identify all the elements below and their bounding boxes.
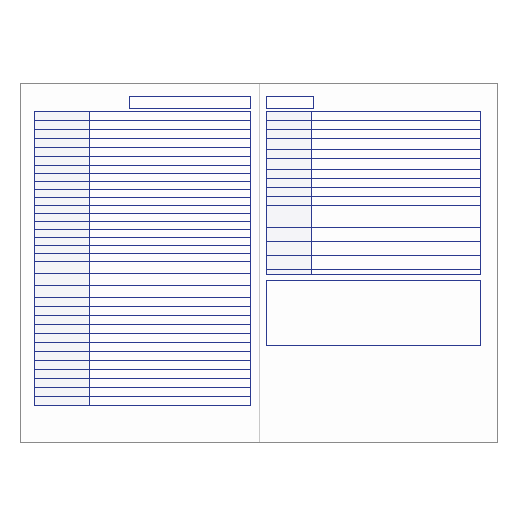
row-answer[interactable] — [90, 139, 251, 148]
row-label — [35, 222, 90, 230]
form-row — [35, 190, 251, 198]
row-answer[interactable] — [90, 274, 251, 286]
form-row — [267, 179, 481, 188]
row-label — [35, 246, 90, 254]
row-label — [35, 274, 90, 286]
row-answer[interactable] — [90, 206, 251, 214]
row-answer[interactable] — [90, 334, 251, 343]
form-row — [267, 170, 481, 179]
row-label — [35, 379, 90, 388]
row-answer[interactable] — [90, 397, 251, 406]
row-answer[interactable] — [312, 197, 481, 206]
form-row — [267, 197, 481, 206]
row-label — [267, 139, 312, 150]
row-label — [35, 121, 90, 130]
form-row — [35, 286, 251, 298]
row-answer[interactable] — [312, 228, 481, 242]
row-label — [35, 166, 90, 174]
row-label — [35, 262, 90, 274]
row-label — [35, 206, 90, 214]
row-label — [35, 307, 90, 316]
row-answer[interactable] — [90, 148, 251, 157]
form-row — [267, 188, 481, 197]
row-label — [267, 242, 312, 256]
row-label — [35, 352, 90, 361]
form-row — [267, 206, 481, 228]
form-row — [35, 334, 251, 343]
row-answer[interactable] — [90, 230, 251, 238]
form-row — [35, 206, 251, 214]
row-answer[interactable] — [90, 190, 251, 198]
form-row — [35, 230, 251, 238]
row-answer[interactable] — [90, 112, 251, 121]
form-row — [35, 148, 251, 157]
row-answer[interactable] — [312, 242, 481, 256]
row-answer[interactable] — [90, 222, 251, 230]
form-row — [35, 130, 251, 139]
row-answer[interactable] — [90, 316, 251, 325]
row-label — [267, 206, 312, 228]
form-row — [35, 307, 251, 316]
row-answer[interactable] — [90, 262, 251, 274]
row-answer[interactable] — [90, 361, 251, 370]
row-answer[interactable] — [90, 307, 251, 316]
row-answer[interactable] — [90, 121, 251, 130]
form-row — [35, 198, 251, 206]
row-answer[interactable] — [90, 352, 251, 361]
form-row — [267, 139, 481, 150]
form-row — [35, 246, 251, 254]
row-answer[interactable] — [90, 325, 251, 334]
row-answer[interactable] — [90, 388, 251, 397]
row-answer[interactable] — [90, 370, 251, 379]
row-label — [267, 179, 312, 188]
form-row — [35, 166, 251, 174]
row-label — [267, 188, 312, 197]
row-answer[interactable] — [90, 198, 251, 206]
row-label — [35, 148, 90, 157]
row-answer[interactable] — [90, 130, 251, 139]
row-answer[interactable] — [312, 121, 481, 130]
notes-box[interactable] — [266, 280, 481, 346]
row-answer[interactable] — [312, 256, 481, 270]
form-row — [267, 242, 481, 256]
row-label — [35, 198, 90, 206]
row-label — [35, 343, 90, 352]
form-row — [35, 274, 251, 286]
row-label — [35, 174, 90, 182]
row-label — [267, 197, 312, 206]
row-answer[interactable] — [90, 343, 251, 352]
row-answer[interactable] — [90, 157, 251, 166]
row-label — [35, 214, 90, 222]
form-row — [35, 262, 251, 274]
form-row — [35, 121, 251, 130]
left-page — [34, 96, 251, 406]
row-answer[interactable] — [312, 150, 481, 159]
row-label — [35, 230, 90, 238]
row-answer[interactable] — [312, 170, 481, 179]
row-label — [267, 112, 312, 121]
form-row — [35, 397, 251, 406]
row-answer[interactable] — [90, 379, 251, 388]
form-spread — [20, 83, 498, 443]
row-label — [35, 361, 90, 370]
book-gutter — [259, 84, 260, 442]
row-label — [35, 139, 90, 148]
form-row — [267, 150, 481, 159]
row-answer[interactable] — [90, 174, 251, 182]
row-answer[interactable] — [90, 166, 251, 174]
row-label — [35, 325, 90, 334]
row-label — [267, 130, 312, 139]
form-row — [35, 157, 251, 166]
form-row — [35, 214, 251, 222]
form-row — [35, 112, 251, 121]
row-answer[interactable] — [312, 206, 481, 228]
row-label — [35, 316, 90, 325]
row-answer[interactable] — [312, 159, 481, 170]
row-label — [35, 397, 90, 406]
row-label — [267, 270, 312, 275]
row-label — [35, 130, 90, 139]
form-row — [35, 388, 251, 397]
form-row — [35, 254, 251, 262]
row-answer[interactable] — [312, 112, 481, 121]
row-label — [267, 159, 312, 170]
form-row — [35, 316, 251, 325]
form-row — [35, 361, 251, 370]
row-answer[interactable] — [90, 286, 251, 298]
row-label — [35, 157, 90, 166]
name-box-right[interactable] — [266, 96, 314, 109]
row-answer[interactable] — [312, 179, 481, 188]
row-label — [35, 334, 90, 343]
row-answer[interactable] — [90, 238, 251, 246]
form-row — [35, 238, 251, 246]
row-label — [35, 370, 90, 379]
form-row — [267, 228, 481, 242]
form-row — [35, 222, 251, 230]
row-label — [35, 182, 90, 190]
form-row — [35, 370, 251, 379]
form-row — [35, 139, 251, 148]
row-answer[interactable] — [312, 188, 481, 197]
name-box-left[interactable] — [129, 96, 251, 109]
form-row — [35, 343, 251, 352]
row-answer[interactable] — [312, 270, 481, 275]
row-label — [267, 228, 312, 242]
row-label — [35, 190, 90, 198]
row-label — [267, 170, 312, 179]
row-label — [35, 286, 90, 298]
form-row — [267, 112, 481, 121]
form-row — [35, 379, 251, 388]
row-label — [35, 112, 90, 121]
form-row — [35, 174, 251, 182]
row-answer[interactable] — [90, 246, 251, 254]
row-label — [35, 254, 90, 262]
form-row — [267, 256, 481, 270]
form-row — [267, 159, 481, 170]
form-row — [267, 270, 481, 275]
row-label — [35, 388, 90, 397]
row-label — [267, 150, 312, 159]
right-form-table — [266, 111, 481, 275]
form-row — [35, 298, 251, 307]
row-label — [267, 121, 312, 130]
form-row — [35, 352, 251, 361]
row-answer[interactable] — [312, 139, 481, 150]
row-answer[interactable] — [312, 130, 481, 139]
row-label — [267, 256, 312, 270]
right-page — [266, 96, 481, 346]
row-answer[interactable] — [90, 182, 251, 190]
left-form-table — [34, 111, 251, 406]
form-row — [267, 121, 481, 130]
form-row — [35, 325, 251, 334]
row-answer[interactable] — [90, 254, 251, 262]
row-label — [35, 238, 90, 246]
form-row — [35, 182, 251, 190]
row-answer[interactable] — [90, 298, 251, 307]
form-row — [267, 130, 481, 139]
row-answer[interactable] — [90, 214, 251, 222]
row-label — [35, 298, 90, 307]
